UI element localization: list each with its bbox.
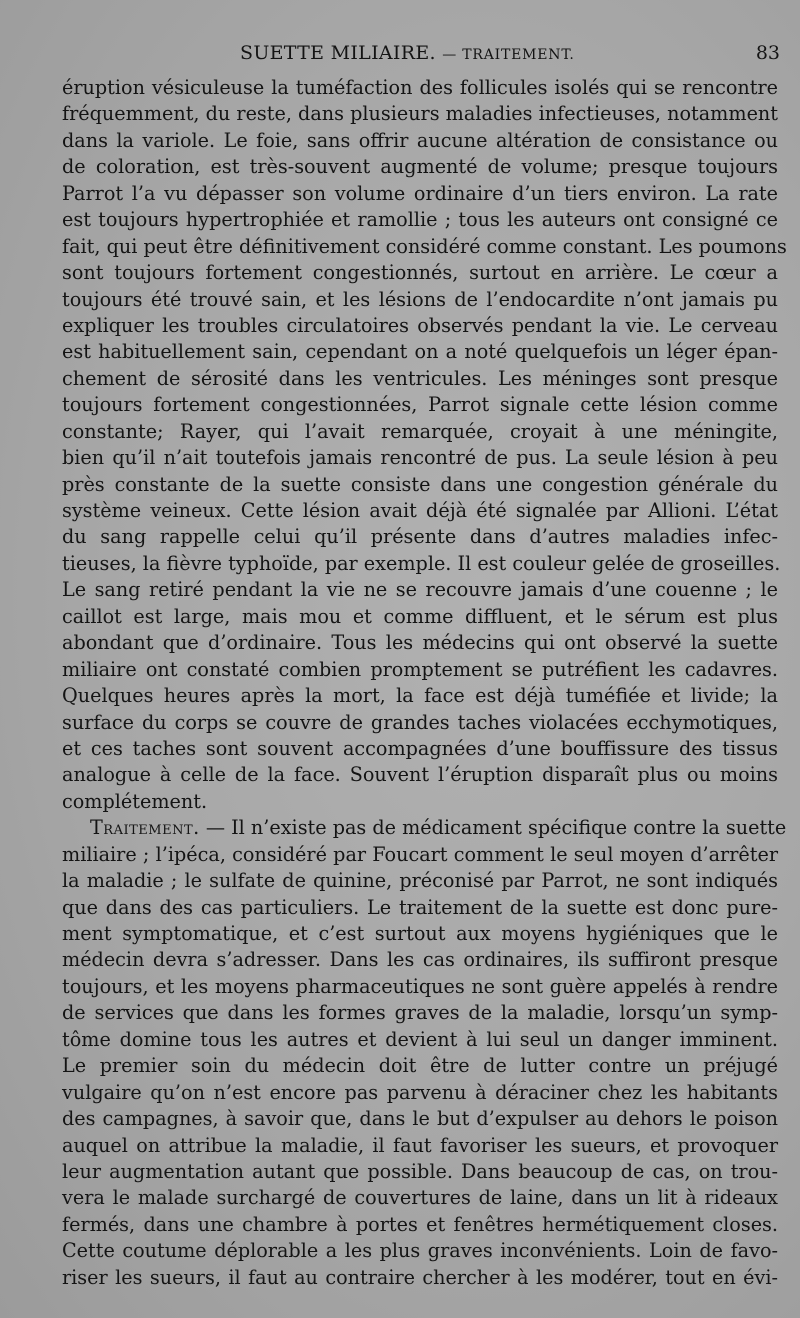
page-header: [60, 38, 780, 68]
text-line: surface du corps se couvre de grandes taches violacées ecchymotiques,: [62, 710, 778, 734]
body-text: [62, 75, 787, 1291]
text-line: Parrot l’a vu dépasser son volume ordinaire d’un tiers environ. La rate: [62, 181, 778, 205]
text-line: du sang rappelle celui qu’il présente dans d’autres maladies infec-: [62, 525, 778, 549]
text-line: fait, qui peut être définitivement considéré comme constant. Les poumons: [62, 234, 787, 258]
paragraph-treatment: [62, 815, 787, 1291]
text-line: éruption vésiculeuse la tuméfaction des follicules isolés qui se rencontre: [62, 76, 778, 99]
text-line: bien qu’il n’ait toutefois jamais rencontré de pus. La seule lésion à peu: [62, 446, 778, 470]
page-number: 83: [755, 42, 780, 64]
text-line: analogue à celle de la face. Souvent l’éruption disparaît plus ou moins: [62, 763, 778, 787]
text-line: fermés, dans une chambre à portes et fenêtres hermétiquement closes.: [62, 1212, 778, 1236]
text-line: est habituellement sain, cependant on a noté quelquefois un léger épan-: [62, 340, 778, 364]
text-line: miliaire ont constaté combien promptement se putréfient les cadavres.: [62, 657, 778, 681]
text-line: système veineux. Cette lésion avait déjà été signalée par Allioni. L’état: [62, 499, 778, 522]
running-title-main: SUETTE MILIAIRE.: [240, 42, 436, 64]
text-line: toujours fortement congestionnées, Parrot signale cette lésion comme: [62, 393, 778, 417]
text-line: complétement.: [62, 789, 208, 813]
text-line: ment symptomatique, et c’est surtout aux moyens hygiéniques que le: [62, 922, 778, 945]
text-line: dans la variole. Le foie, sans offrir aucune altération de consistance ou: [62, 128, 778, 152]
text-line: leur augmentation autant que possible. Dans beaucoup de cas, on trou-: [62, 1159, 778, 1183]
running-title: [240, 38, 575, 70]
text-line: constante; Rayer, qui l’avait remarquée, croyait à une méningite,: [62, 419, 778, 443]
text-line: sont toujours fortement congestionnés, surtout en arrière. Le cœur a: [62, 261, 778, 285]
text-line: de services que dans les formes graves de la maladie, lorsqu’un symp-: [62, 1001, 778, 1025]
text-line: auquel on attribue la maladie, il faut favoriser les sueurs, et provoquer: [62, 1133, 778, 1157]
text-line: toujours, et les moyens pharmaceutiques ne sont guère appelés à rendre: [62, 974, 778, 998]
text-line: chement de sérosité dans les ventricules. Les méninges sont presque: [62, 366, 778, 390]
text-line: la maladie ; le sulfate de quinine, préconisé par Parrot, ne sont indiqués: [62, 869, 778, 893]
section-heading: Traitement.: [90, 816, 200, 840]
text-line: expliquer les troubles circulatoires observés pendant la vie. Le cerveau: [62, 313, 778, 337]
text-line: Le sang retiré pendant la vie ne se recouvre jamais d’une couenne ; le: [62, 578, 778, 602]
text-line: abondant que d’ordinaire. Tous les médecins qui ont observé la suette: [62, 631, 778, 655]
text-line: miliaire ; l’ipéca, considéré par Foucart comment le seul moyen d’arrêter: [62, 842, 778, 866]
text-line: Cette coutume déplorable a les plus graves inconvénients. Loin de favo-: [62, 1239, 778, 1263]
text-line: des campagnes, à savoir que, dans le but d’expulser au dehors le poison: [62, 1107, 778, 1131]
text-line: et ces taches sont souvent accompagnées d’une bouffissure des tissus: [62, 736, 778, 760]
text-line: Quelques heures après la mort, la face est déjà tuméfiée et livide; la: [62, 684, 778, 708]
text-line: que dans des cas particuliers. Le traitement de la suette est donc pure-: [62, 895, 778, 919]
text-line: vera le malade surchargé de couvertures de laine, dans un lit à rideaux: [62, 1186, 778, 1210]
text-line: Le premier soin du médecin doit être de lutter contre un préjugé: [62, 1054, 778, 1078]
text-line: près constante de la suette consiste dans une congestion générale du: [62, 472, 778, 496]
text-line: fréquemment, du reste, dans plusieurs maladies infectieuses, notamment: [62, 102, 778, 126]
text-line: de coloration, est très-souvent augmenté de volume; presque toujours: [62, 155, 778, 179]
running-title-sub: — TRAITEMENT.: [442, 47, 575, 63]
text-line: caillot est large, mais mou et comme diffluent, et le sérum est plus: [62, 604, 778, 628]
text-line: médecin devra s’adresser. Dans les cas ordinaires, ils suffiront presque: [62, 948, 778, 972]
text-line: [62, 815, 787, 841]
text-line: tôme domine tous les autres et devient à lui seul un danger imminent.: [62, 1027, 778, 1051]
text-line: vulgaire qu’on n’est encore pas parvenu à déraciner chez les habitants: [62, 1080, 778, 1104]
heading-line-rest: — Il n’existe pas de médicament spécifique contre la suette: [199, 816, 787, 840]
text-line: tieuses, la fièvre typhoïde, par exemple. Il est couleur gelée de groseilles.: [62, 551, 781, 575]
text-line: toujours été trouvé sain, et les lésions de l’endocardite n’ont jamais pu: [62, 287, 778, 311]
text-line: est toujours hypertrophiée et ramollie ; tous les auteurs ont consigné ce: [62, 208, 778, 232]
paragraph-anatomy: [62, 75, 787, 815]
text-line: riser les sueurs, il faut au contraire chercher à les modérer, tout en évi-: [62, 1265, 778, 1289]
